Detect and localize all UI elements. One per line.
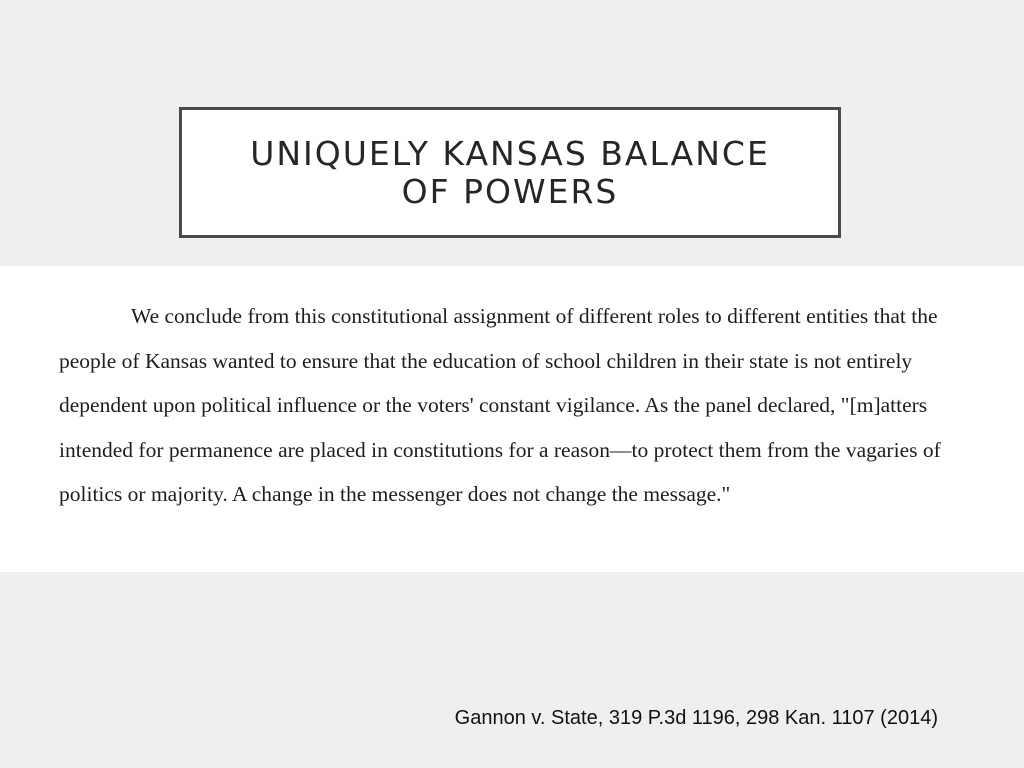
title-box [179, 107, 841, 238]
slide-title: UNIQUELY KANSAS BALANCE OF POWERS [250, 133, 770, 211]
quote-panel [0, 266, 1024, 572]
citation-text: Gannon v. State, 319 P.3d 1196, 298 Kan. 1107 (2014) [454, 707, 938, 729]
quote-text: We conclude from this constitutional assignment of different roles to different entities that the people of Kansas wanted to ensure that the education of school children in their state is not entirely dependent upon political influence or the voters' constant vigilance. As the panel declared, "[m]atters intended for permanence are placed in constitutions for a reason—to protect them from the vagaries of politics or majority. A change in the messenger does not change the message." [59, 304, 941, 506]
